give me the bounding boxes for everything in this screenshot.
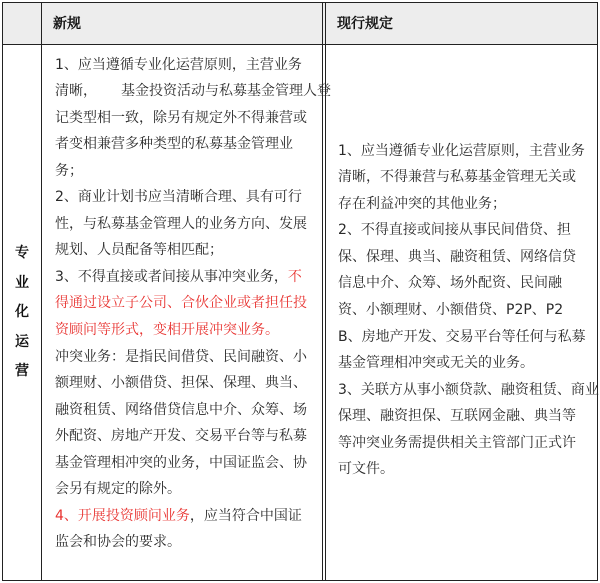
highlight-text: 4、开展投资顾问业务 — [55, 508, 190, 524]
highlight-line: 得通过设立子公司、合伙企业或者担任投 — [55, 295, 307, 311]
highlight-text: 不 — [287, 269, 302, 285]
header-new-rule: 新规 — [53, 16, 81, 32]
new-rule-line: 基金管理相冲突的业务，中国证监会、协 — [55, 455, 307, 471]
new-rule-line: 2、商业计划书应当清晰合理、具有可行 — [55, 189, 302, 205]
row-label-char: 化 — [15, 304, 29, 321]
row-label-char: 营 — [15, 363, 29, 380]
current-rule-line: B、房地产开发、交易平台等任何与私募 — [338, 329, 586, 345]
current-rule-line: 清晰，不得兼营与私募基金管理无关或 — [338, 169, 576, 185]
new-rule-line: 基金投资活动与私募基金管理人登 — [121, 83, 331, 99]
new-rule-line: 记类型相一致，除另有规定外不得兼营或 — [55, 110, 307, 126]
row-label-char: 专 — [15, 245, 29, 262]
new-rule-line — [55, 266, 302, 288]
new-rule-line: 规划、人员配备等相匹配； — [55, 242, 223, 258]
new-rule-line: 者变相兼营多种类型的私募基金管理业 — [55, 136, 293, 152]
new-rule-line: 外配资、房地产开发、交易平台等与私募 — [55, 428, 307, 444]
current-rule-line: 2、不得直接或间接从事民间借贷、担 — [338, 222, 571, 238]
current-rule-line: 1、应当遵循专业化运营原则，主营业务 — [338, 143, 585, 159]
header-current-rule: 现行规定 — [337, 16, 393, 32]
new-rule-line: 监会和协会的要求。 — [55, 534, 181, 550]
new-rule-line: 额理财、小额借贷、担保、保理、典当、 — [55, 375, 307, 391]
current-rule-line: 可文件。 — [338, 461, 394, 477]
current-rule-line: 3、关联方从事小额贷款、融资租赁、商业 — [338, 382, 599, 398]
new-rule-line: 清晰， — [55, 83, 97, 99]
new-rule-line: 会另有规定的除外。 — [55, 481, 181, 497]
current-rule-line: 资、小额理财、小额借贷、P2P、P2 — [338, 302, 564, 318]
new-rule-line: 融资租赁、网络借贷信息中介、众筹、场 — [55, 402, 307, 418]
table-header — [3, 3, 597, 45]
current-rule-line: 等冲突业务需提供相关主管部门正式许 — [338, 435, 576, 451]
row-label-char: 业 — [15, 274, 29, 291]
highlight-line: 资顾问等形式，变相开展冲突业务。 — [55, 322, 279, 338]
new-rule-line — [55, 505, 302, 527]
column-divider — [41, 3, 42, 580]
row-label — [3, 46, 41, 580]
new-rule-line: 性，与私募基金管理人的业务方向、发展 — [55, 216, 307, 232]
current-rule-line: 保、保理、典当、融资租赁、网络信贷 — [338, 249, 576, 265]
new-rule-line: 1、应当遵循专业化运营原则，主营业务 — [55, 57, 302, 73]
comparison-table — [2, 2, 598, 581]
current-rule-line: 信息中介、众筹、场外配资、民间融 — [338, 275, 562, 291]
row-label-char: 运 — [15, 333, 29, 350]
new-rule-text: ，应当符合中国证 — [189, 508, 302, 524]
new-rule-line: 务； — [55, 163, 83, 179]
current-rule-line: 保理、融资担保、互联网金融、典当等 — [338, 408, 576, 424]
new-rule-text: 3、不得直接或者间接从事冲突业务， — [55, 269, 288, 285]
new-rule-line: 冲突业务：是指民间借贷、民间融资、小 — [55, 349, 307, 365]
current-rule-line: 基金管理相冲突或无关的业务。 — [338, 355, 534, 371]
current-rule-line: 存在利益冲突的其他业务； — [338, 196, 506, 212]
